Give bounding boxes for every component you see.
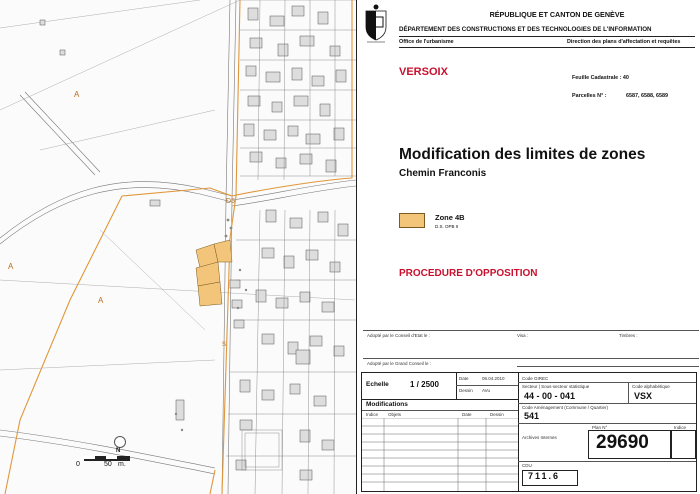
parcelles-value: 6587, 6588, 6589 [626,93,668,99]
plan-number-label: Plan N° [592,425,608,430]
zone-label-a-left: A [8,262,14,271]
direction-label: Direction des plans d'affectation et requêtes [567,39,681,45]
code-girec-label: Code GIREC [522,376,549,381]
plan-sheet-panel [357,0,700,494]
legend-zone-sub: D.S. OPB II [435,224,459,229]
grand-conseil-label: Adopté par le Grand Conseil le : [367,361,432,366]
plan-subtitle: Chemin Franconis [399,168,487,179]
parcelles-label: Parcelles N° : [572,93,607,99]
echelle-value: 1 / 2500 [410,380,439,389]
modifications-grid [362,418,519,491]
code-alpha-label: Code alphabétique [632,384,670,389]
zone-label-a-top: A [74,90,80,99]
scale-unit: m. [118,461,126,468]
cartouche-rule [518,423,696,424]
cartouche-rule [518,403,696,404]
header-rule-2 [399,47,695,48]
date-label: Date [459,376,469,381]
scale-bar-segment [106,456,117,459]
north-label: N [116,448,121,454]
republic-heading: RÉPUBLIQUE ET CANTON DE GENÈVE [489,10,625,19]
code-amenagement-value: 541 [524,411,540,421]
commune-name: VERSOIX [399,66,448,78]
cartouche-divider [456,373,457,399]
coat-of-arms-icon [363,3,389,43]
office-label: Office de l'urbanisme [399,39,454,45]
legend-zone-label: Zone 4B [435,213,465,222]
indice-box [670,430,696,459]
cartouche-divider [628,382,629,403]
secteur-label: Secteur | Sous-secteur statistique [522,384,590,389]
dessin-value: AVu [482,388,491,393]
indice-label: Indice [674,425,687,430]
scale-label-50: 50 [104,461,112,468]
feuille-cadastrale: Feuille Cadastrale : 40 [572,75,629,81]
scale-label-0: 0 [76,461,80,468]
zone-label-d5: D5 [226,198,235,205]
cartouche-rule [456,385,518,386]
adoption-rule [363,330,699,331]
col-indice: Indice [366,412,379,417]
procedure-label: PROCEDURE D'OPPOSITION [399,268,538,279]
timbres-label: Timbres : [619,333,638,338]
conseil-etat-label: Adopté par le Conseil d'Etat le : [367,333,430,338]
secteur-value: 44 - 00 - 041 [524,391,576,401]
archives-label: Archives Internes [522,435,557,440]
adoption-rule-3 [517,366,699,367]
adoption-rule-2 [363,358,699,359]
echelle-label: Echelle [366,381,389,388]
col-dessin: Dessin [490,412,504,417]
date-value: 06.04.2010 [482,376,505,381]
scale-bar-segment [84,456,95,459]
cartouche-divider [518,373,519,491]
visa-label: Visa : [517,333,529,338]
cartouche-rule [518,382,696,383]
code-alpha-value: VSX [634,391,653,401]
header-rule [399,36,695,37]
col-objets: Objets [388,412,402,417]
code-amenagement-label: Code Aménagement (Commune / Quartier) [522,405,609,410]
zone-label-s: S [222,342,227,348]
cartouche-rule [362,410,518,411]
legend-zone-swatch [399,213,425,228]
department-heading: DÉPARTEMENT DES CONSTRUCTIONS ET DES TECHNOLOGIES DE L'INFORMATION [399,26,652,33]
cdu-label: CDU [522,463,532,468]
dessin-label: Dessin [459,388,473,393]
cartouche [361,372,697,492]
plan-number: 29690 [596,432,649,453]
north-arrow-icon [114,436,126,448]
cartouche-rule [518,461,696,462]
cartouche-rule [362,399,518,400]
modifications-label: Modifications [366,401,408,408]
col-date: Date [462,412,472,417]
plan-title: Modification des limites de zones [399,146,646,163]
zone-label-a-middle: A [98,296,104,305]
cdu-value: 711.6 [528,471,561,481]
